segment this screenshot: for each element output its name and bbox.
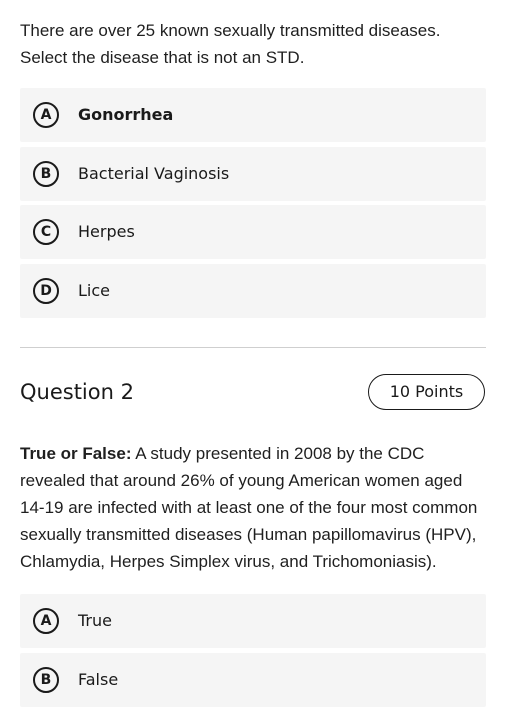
- option-letter-badge: B: [33, 161, 59, 187]
- option-label: Bacterial Vaginosis: [78, 164, 230, 183]
- question-1-option-c[interactable]: [20, 205, 486, 259]
- section-divider: [20, 347, 486, 348]
- option-label: True: [78, 611, 112, 630]
- option-letter-badge: B: [33, 667, 59, 693]
- option-label: Herpes: [78, 222, 135, 241]
- option-label: Gonorrhea: [78, 105, 174, 124]
- question-1-prompt-line-2: Select the disease that is not an STD.: [20, 48, 305, 67]
- option-label: False: [78, 670, 119, 689]
- question-type-label: True or False:: [20, 444, 132, 463]
- question-2-option-b[interactable]: [20, 653, 486, 707]
- question-2-prompt: [20, 440, 488, 575]
- question-2-prompt-body: A study presented in 2008 by the CDC revealed that around 26% of young American women aged 14-19 are infected with at least one of the four most common sexually transmitted diseases (Human papillomavirus (HPV), Chlamydia, Herpes Simplex virus, and Trichomoniasis).: [20, 444, 478, 571]
- question-2-prompt-text: [20, 440, 488, 575]
- question-1-option-a[interactable]: [20, 88, 486, 142]
- option-letter-badge: A: [33, 608, 59, 634]
- question-1-option-b[interactable]: [20, 147, 486, 201]
- question-1-prompt: [20, 17, 490, 71]
- question-2-title: Question 2: [20, 380, 134, 404]
- question-1-prompt-line-1: There are over 25 known sexually transmitted diseases.: [20, 21, 441, 40]
- question-1-option-d[interactable]: [20, 264, 486, 318]
- question-2-option-a[interactable]: [20, 594, 486, 648]
- option-letter-badge: D: [33, 278, 59, 304]
- points-badge: 10 Points: [368, 374, 485, 410]
- option-letter-badge: C: [33, 219, 59, 245]
- option-letter-badge: A: [33, 102, 59, 128]
- option-label: Lice: [78, 281, 110, 300]
